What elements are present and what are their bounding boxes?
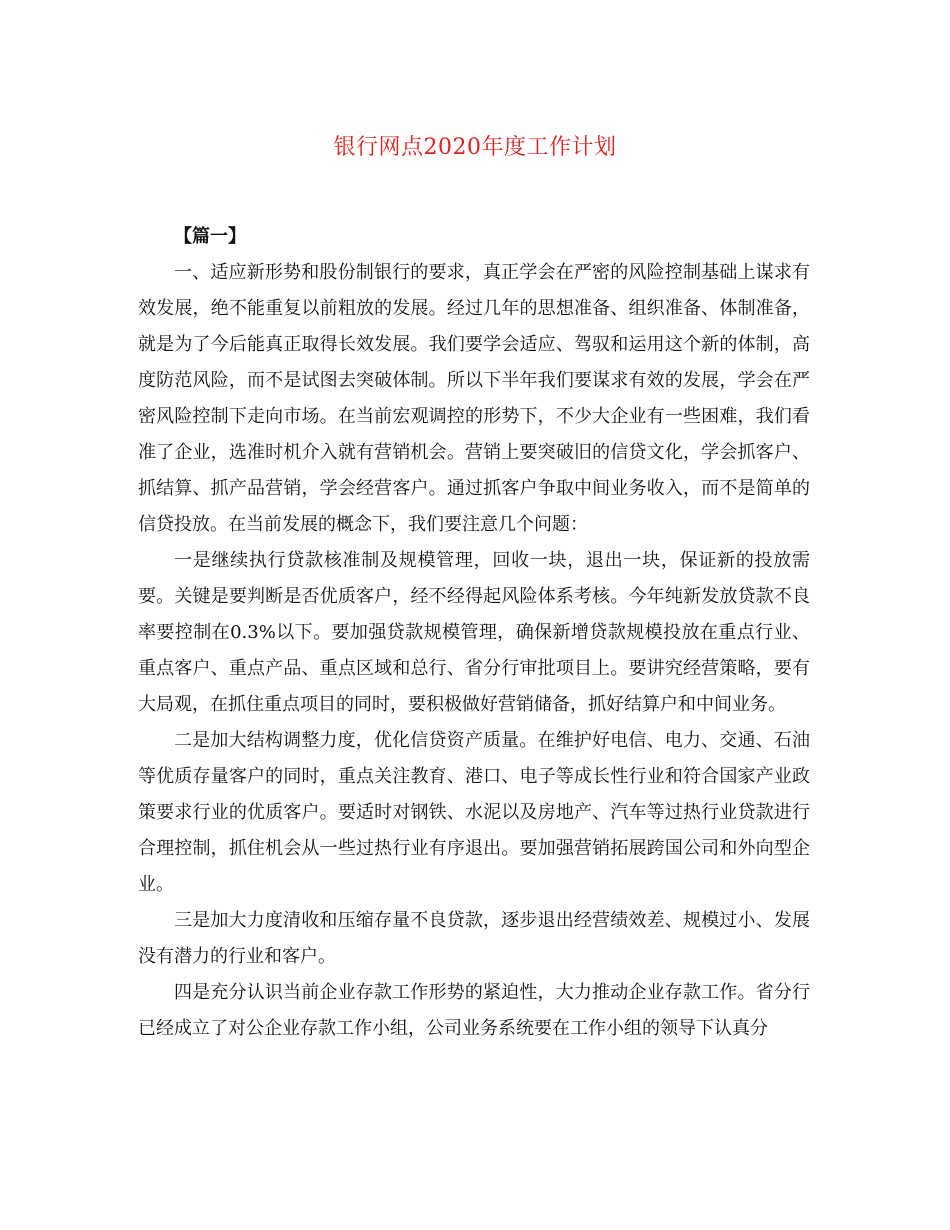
paragraph-5: 四是充分认识当前企业存款工作形势的紧迫性，大力推动企业存款工作。省分行已经成立了对公企业存款工作小组，公司业务系统要在工作小组的领导下认真分 — [138, 982, 810, 1039]
paragraph-4: 三是加大力度清收和压缩存量不良贷款，逐步退出经营绩效差、规模过小、发展没有潜力的行业和客户。 — [138, 910, 810, 967]
paragraph-2: 一是继续执行贷款核准制及规模管理，回收一块，退出一块，保证新的投放需要。关键是要判断是否优质客户，经不经得起风险体系考核。今年纯新发放贷款不良率要控制在0.3%以下。要加强贷款规模管理，确保新增贷款规模投放在重点行业、重点客户、重点产品、重点区域和总行、省分行审批项目上。要讲究经营策略，要有大局观，在抓住重点项目的同时，要积极做好营销储备，抓好结算户和中间业务。 — [138, 550, 810, 715]
document-title: 银行网点2020年度工作计划 — [333, 135, 617, 160]
paragraph-3: 二是加大结构调整力度，优化信贷资产质量。在维护好电信、电力、交通、石油等优质存量客户的同时，重点关注教育、港口、电子等成长性行业和符合国家产业政策要求行业的优质客户。要适时对钢铁、水泥以及房地产、汽车等过热行业贷款进行合理控制，抓住机会从一些过热行业有序退出。要加强营销拓展跨国公司和外向型企业。 — [138, 730, 810, 895]
document-body — [138, 219, 810, 1047]
section-label: 【篇一】 — [174, 226, 246, 247]
paragraph-1: 一、适应新形势和股份制银行的要求，真正学会在严密的风险控制基础上谋求有效发展，绝不能重复以前粗放的发展。经过几年的思想准备、组织准备、体制准备，就是为了今后能真正取得长效发展。我们要学会适应、驾驭和运用这个新的体制，高度防范风险，而不是试图去突破体制。所以下半年我们要谋求有效的发展，学会在严密风险控制下走向市场。在当前宏观调控的形势下，不少大企业有一些困难，我们看准了企业，选准时机介入就有营销机会。营销上要突破旧的信贷文化，学会抓客户、抓结算、抓产品营销，学会经营客户。通过抓客户争取中间业务收入，而不是简单的信贷投放。在当前发展的概念下，我们要注意几个问题： — [138, 262, 810, 535]
